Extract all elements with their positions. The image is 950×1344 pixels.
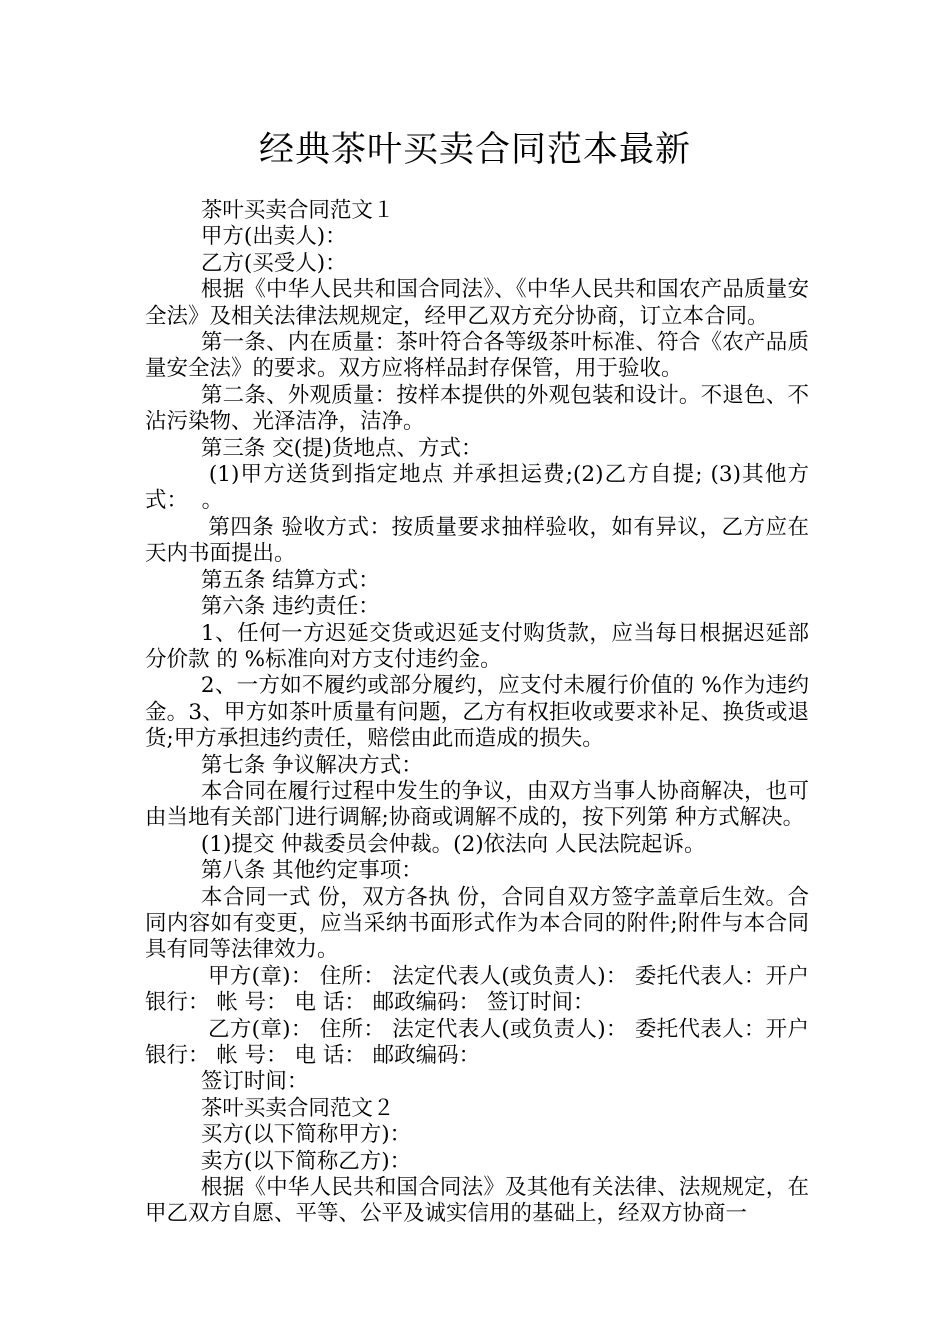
document-paragraph: (1)提交 仲裁委员会仲裁。(2)依法向 人民法院起诉。 <box>200 831 706 857</box>
document-paragraph: 买方(以下简称甲方)： <box>200 1122 412 1148</box>
document-paragraph: 甲方(出卖人)： <box>200 224 347 250</box>
document-paragraph: 根据《中华人民共和国合同法》及其他有关法律、法规规定，在甲乙双方自愿、平等、公平及诚实信用的基础上，经双方协商一 <box>145 1175 809 1227</box>
document-paragraph: 本合同在履行过程中发生的争议，由双方当事人协商解决，也可由当地有关部门进行调解;协商或调解不成的，按下列第 种方式解决。 <box>145 778 809 831</box>
document-paragraph: 根据《中华人民共和国合同法》、《中华人民共和国农产品质量安全法》及相关法律法规规定，经甲乙双方充分协商，订立本合同。 <box>145 277 809 329</box>
document-paragraph: 第五条 结算方式： <box>200 567 380 593</box>
document-title: 经典茶叶买卖合同范本最新 <box>258 130 691 170</box>
document-paragraph: 第一条、内在质量：茶叶符合各等级茶叶标准、符合《农产品质量安全法》的要求。双方应将样品封存保管，用于验收。 <box>145 330 809 382</box>
document-paragraph: 签订时间： <box>200 1069 309 1095</box>
document-paragraph: 茶叶买卖合同范文１ <box>200 198 395 223</box>
document-paragraph: 第七条 争议解决方式： <box>200 752 423 778</box>
document-paragraph: 1、任何一方迟延交货或迟延支付购货款，应当每日根据迟延部分价款 的 %标准向对方支付违约金。 <box>145 620 809 672</box>
document-paragraph: 卖方(以下简称乙方)： <box>200 1148 412 1174</box>
document-paragraph: 第八条 其他约定事项： <box>200 858 423 884</box>
document-paragraph: 乙方(买受人)： <box>200 250 347 276</box>
document-paragraph: 第六条 违约责任： <box>200 594 380 620</box>
document-paragraph: 乙方(章)： 住所： 法定代表人(或负责人)： 委托代表人：开户银行： 帐 号： 电 话： 邮政编码： <box>145 1016 809 1068</box>
document-paragraph: 第四条 验收方式：按质量要求抽样验收，如有异议，乙方应在 天内书面提出。 <box>145 514 816 567</box>
document-paragraph: 第三条 交(提)货地点、方式： <box>200 435 483 461</box>
document-paragraph: 第二条、外观质量：按样本提供的外观包装和设计。不退色、不沾污染物、光泽洁净，洁净。 <box>145 382 809 435</box>
document-body <box>145 198 816 1228</box>
document-paragraph: 本合同一式 份，双方各执 份，合同自双方签字盖章后生效。合同内容如有变更，应当采纳书面形式作为本合同的附件;附件与本合同具有同等法律效力。 <box>145 884 809 963</box>
document-paragraph: 2、一方如不履约或部分履约，应支付未履行价值的 %作为违约金。3、甲方如茶叶质量有问题，乙方有权拒收或要求补足、换货或退货;甲方承担违约责任，赔偿由此而造成的损失。 <box>145 673 809 752</box>
document-paragraph: 茶叶买卖合同范文２ <box>200 1095 395 1121</box>
document-paragraph: (1)甲方送货到指定地点 并承担运费;(2)乙方自提; (3)其他方式： 。 <box>145 462 809 514</box>
document-paragraph: 甲方(章)： 住所： 法定代表人(或负责人)： 委托代表人：开户银行： 帐 号： 电 话： 邮政编码： 签订时间： <box>145 963 809 1016</box>
